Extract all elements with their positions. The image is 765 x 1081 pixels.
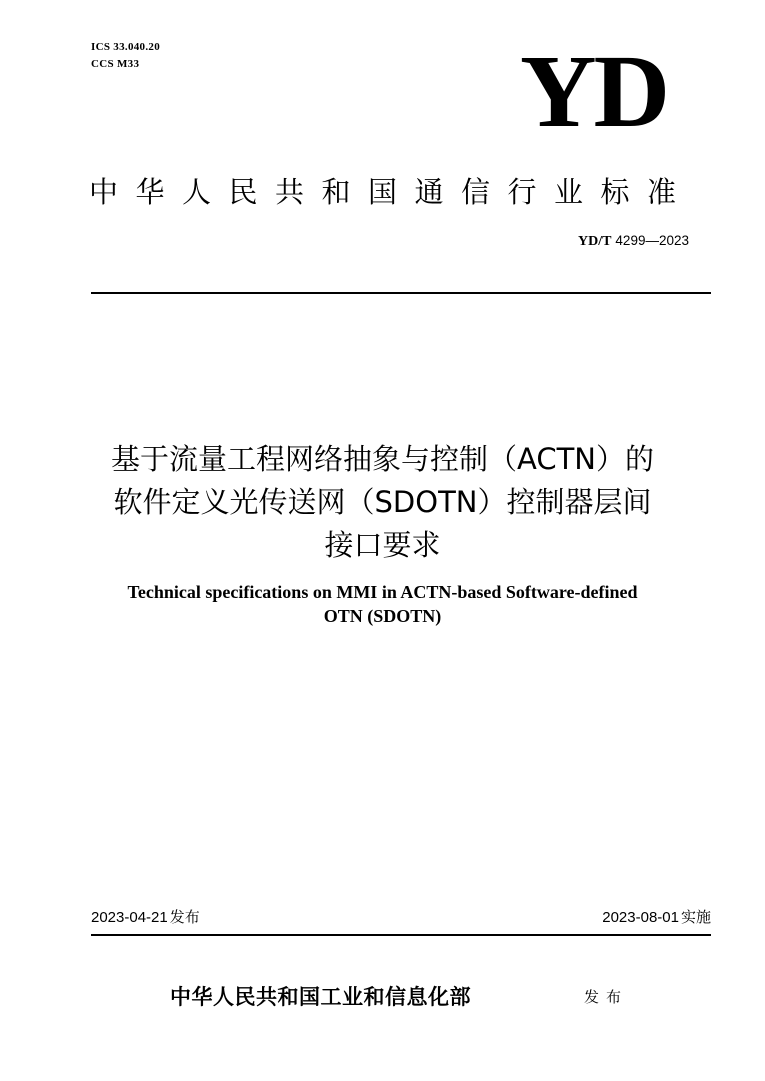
english-title <box>60 580 705 628</box>
standard-number <box>578 233 689 250</box>
standard-category-title: 中华人民共和国通信行业标准 <box>89 175 694 209</box>
chinese-title-line: 基于流量工程网络抽象与控制（ACTN）的 <box>111 442 654 476</box>
publish-label: 发布 <box>584 988 629 1006</box>
top-divider <box>91 292 711 294</box>
chinese-title-line: 软件定义光传送网（SDOTN）控制器层间 <box>113 485 652 519</box>
ccs-code: CCS M33 <box>91 58 140 70</box>
chinese-title <box>60 438 705 567</box>
bottom-divider <box>91 934 711 936</box>
standard-number-value: 4299—2023 <box>615 233 689 248</box>
issue-date <box>91 906 200 927</box>
english-title-line: OTN (SDOTN) <box>323 606 442 626</box>
ics-code: ICS 33.040.20 <box>91 41 160 53</box>
issue-date-value: 2023-04-21 <box>91 909 168 926</box>
chinese-title-line: 接口要求 <box>324 528 441 562</box>
yd-logo: YD <box>520 34 668 149</box>
implementation-date-value: 2023-08-01 <box>602 909 679 926</box>
issuing-authority: 中华人民共和国工业和信息化部 <box>170 984 471 1009</box>
implementation-date-label: 实施 <box>680 908 711 926</box>
implementation-date <box>602 906 711 927</box>
english-title-line: Technical specifications on MMI in ACTN-based Software-defined <box>127 582 638 602</box>
standard-number-prefix: YD/T <box>577 234 612 249</box>
issue-date-label: 发布 <box>169 908 200 926</box>
